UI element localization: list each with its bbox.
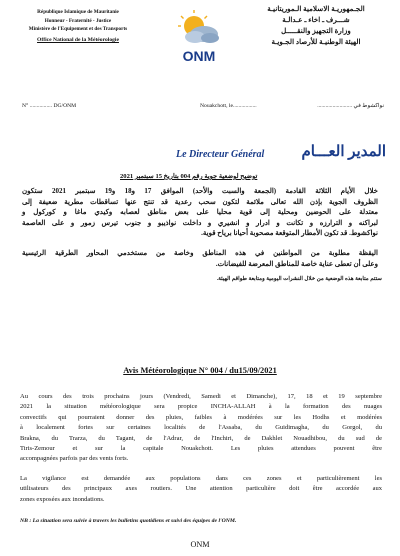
french-line: zones exposées aux inondations. xyxy=(20,495,105,503)
arabic-line: لبراكنه و الترارزه و تكانت و ادرار و انشيري و داخلت نواذيبو و جنوب تيرس زمور و على العاصمة xyxy=(22,218,378,227)
director-title-ar: المدير العـــام xyxy=(301,144,386,160)
header-office-ar: الهيئة الوطنيـة للأرصاد الجـويـة xyxy=(271,38,361,46)
arabic-line: الظروف الجوية بإذن الله تعالى ملائمة لتكون سحب رعدية قد تنتج عنها تساقطات مطرية ضعيفة إلى xyxy=(22,197,378,206)
arabic-header xyxy=(242,4,390,48)
french-header xyxy=(14,8,142,44)
french-notice-title: Avis Météorologique N° 004 / du15/09/2021 xyxy=(123,366,277,375)
signature-onm: ONM xyxy=(190,540,210,549)
header-motto-fr: Honneur - Fraternité - Justice xyxy=(44,17,112,24)
french-line: Brakna, du Trarza, du Tagant, de l'Adrar, de l'Inchiri, de Dakhlet Nouadhibou, du sud de xyxy=(20,434,382,442)
french-line: à localement fortes sur certaines localités de l'Assaba, du Guidimagha, du Gorgol, du xyxy=(20,424,382,432)
place-date-fr: Nouakchott, le................. xyxy=(200,103,257,109)
french-line: accompagnées parfois par des vents forts. xyxy=(20,455,129,463)
french-line: utilisateurs des principaux axes routiers. Une attention particulière doit être accordée aux xyxy=(20,485,382,493)
header-motto-ar: شـــرف ـ اخاء ـ عـدالـة xyxy=(282,16,350,24)
french-paragraph-2 xyxy=(20,474,382,505)
header-republic-fr: République Islamique de Mauritanie xyxy=(37,9,119,15)
reference-number-fr: N° ................ DG/ONM xyxy=(22,103,77,109)
header-republic-ar: الجـمهوريـة الاسلامية الـموريتانيـة xyxy=(267,5,365,13)
arabic-line: وعلى أن تعطى عناية خاصة للمناطق المعرضة للفيضانات. xyxy=(215,259,378,268)
nota-bene: NB : La situation sera suivie à travers les bulletins quotidiens et suivi des équipes de l'ONM. xyxy=(20,518,237,524)
header-office-fr: Office National de la Météorologie xyxy=(37,36,119,43)
french-line: Tiris-Zemour et sur la capitale Nouakchott. Les pluies attendues pouvent être xyxy=(20,445,382,453)
french-line: 2021 la situation météorologique sera propice INCHA-ALLAH à la formation des nuages xyxy=(20,403,382,411)
arabic-paragraph-3: ستتم متابعة هذه الوضعية من خلال النشرات اليومية ومتابعة طواقم الهيئة. xyxy=(216,276,382,282)
date-ar: نواكشوط في ......................... xyxy=(317,103,384,109)
arabic-line: نواكشوط. قد تكون الأمطار المتوقعة مصحوبة أحيانا برياح قوية. xyxy=(201,229,378,238)
arabic-paragraph-2 xyxy=(22,248,378,269)
french-line: Au cours des trois prochains jours (Vendredi, Samedi et Dimanche), 17, 18 et 19 septembre xyxy=(20,393,382,400)
director-title-fr: Le Directeur Général xyxy=(176,149,265,160)
header-ministry-ar: وزارة التجهيز والنقـــــل xyxy=(281,27,351,35)
arabic-line: اليقظة مطلوبة من المواطنين في هذه المناطق وخاصة من مستخدمي المحاور الطرقية الرئيسية xyxy=(22,249,378,257)
logo-text: ONM xyxy=(182,48,216,64)
arabic-paragraph-1 xyxy=(22,186,378,239)
sun-cloud-logo-icon xyxy=(170,6,228,66)
french-paragraph-1 xyxy=(20,392,382,465)
french-line: convectifs qui pourraient donner des pluies, faibles à modérées sur les Hodhs et modérées xyxy=(20,413,382,421)
arabic-line: خلال الأيام الثلاثة القادمة (الجمعة والسبت والأحد) الموافق 17 و18 و19 سبتمبر 2021 ستكون xyxy=(22,187,378,195)
french-line: La vigilance est demandée aux populations dans ces zones et particulièrement les xyxy=(20,475,382,482)
onm-logo xyxy=(170,6,228,66)
header-ministry-fr: Ministère de l'Equipement et des Transports xyxy=(28,26,128,33)
arabic-notice-title: توضيح لوضعية جوية رقم 004 بتاريخ 15 سبتمبر 2021 xyxy=(120,173,258,180)
arabic-line: معتدلة على الحوضين ومحلية إلى قوية محليا على بعض مناطق لعصابه وكيدي ماغا و كوركول و xyxy=(22,208,378,217)
